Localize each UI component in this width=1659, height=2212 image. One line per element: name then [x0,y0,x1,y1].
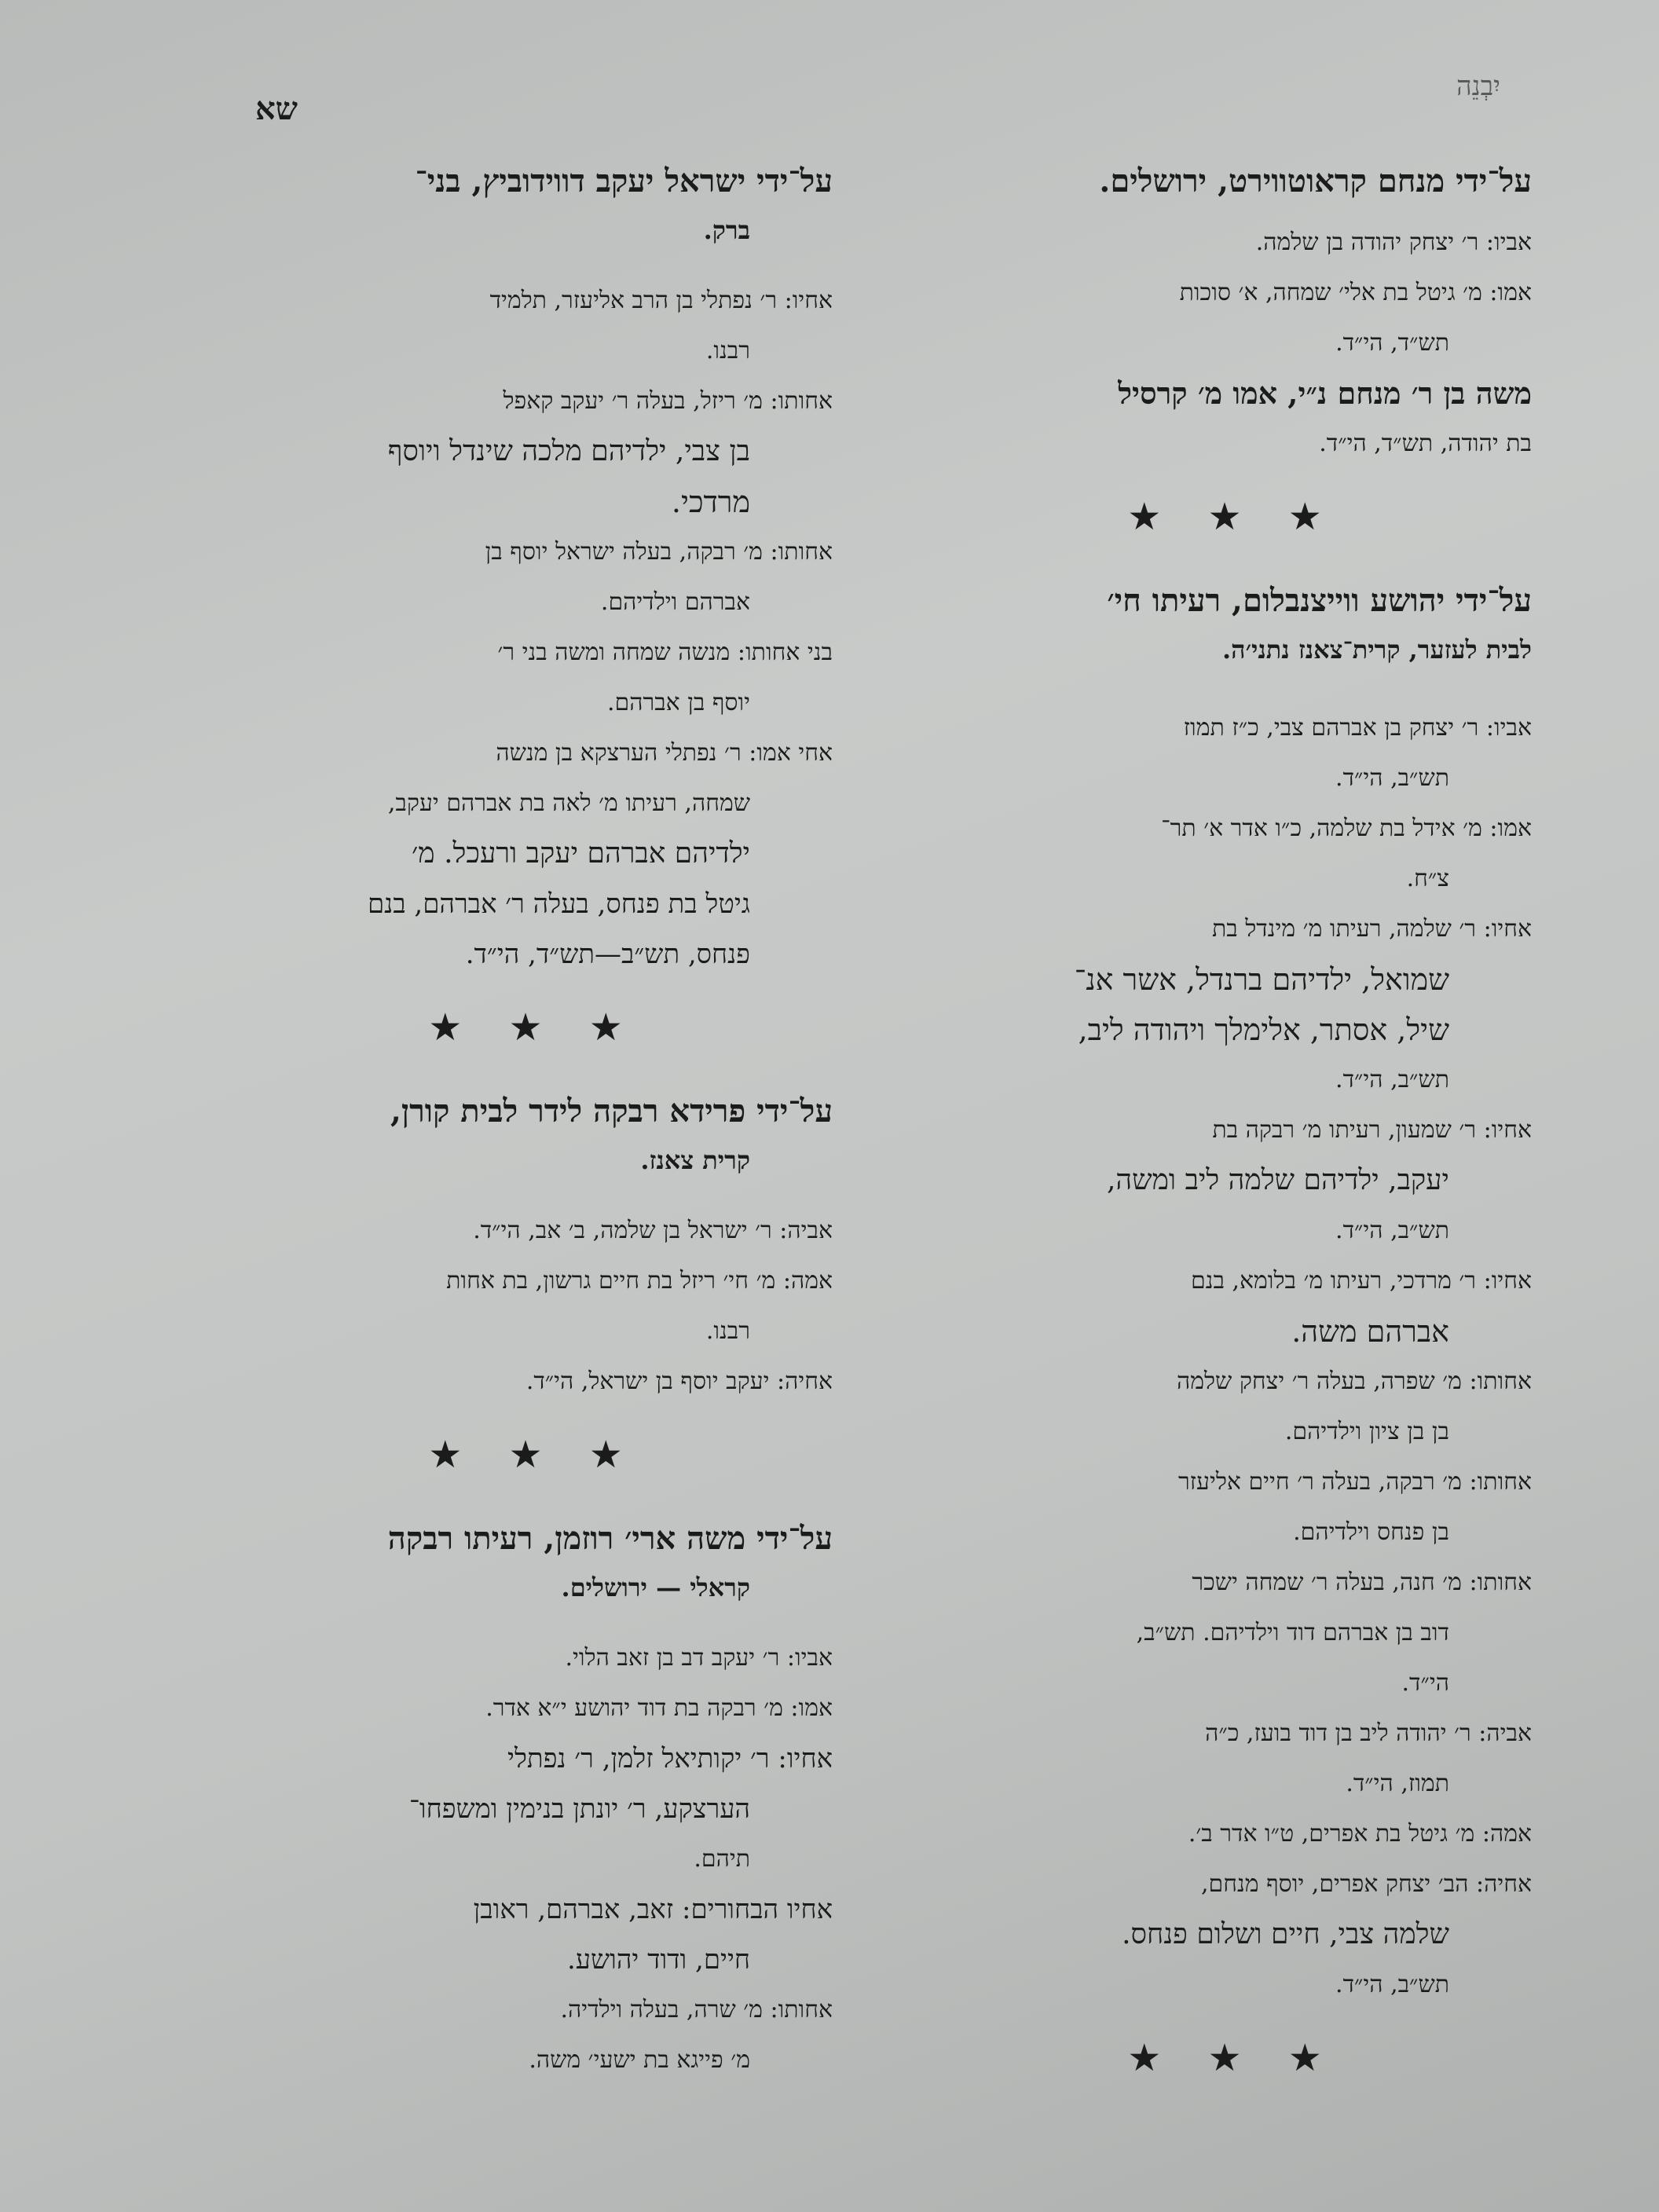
entry-line: אחותו: מ׳ שפרה, בעלה ר׳ יצחק שלמה [1176,1368,1532,1395]
left-column [236,157,833,2088]
entry-line: תש״ב, הי״ד. [1335,1971,1449,1998]
entry-line: פנחס, תש״ב—תש״ד, הי״ד. [465,939,750,970]
entry-subheading: ברק. [703,215,750,245]
entry-line: שיל, אסתר, אלימלך ויהודה ליב, [1078,1013,1449,1047]
entry-line: אמו: מ׳ רבקה בת דוד יהושע י״א אדר. [485,1694,833,1722]
section-divider-stars: ★ ★ ★ [428,1005,640,1049]
entry-line: אביה: ר׳ יהודה ליב בן דוד בועז, כ״ה [1205,1719,1532,1747]
entry-line: אמה: מ׳ גיטל בת אפרים, ט״ו אדר ב׳. [1188,1820,1532,1848]
entry-subheading: לבית לעזער, קרית־צאנז נתני׳ה. [1222,635,1532,665]
entry-line: אביה: ר׳ ישראל בן שלמה, ב׳ אב, הי״ד. [473,1217,833,1244]
entry-line: משה בן ר׳ מנחם נ״י, אמו מ׳ קרסיל [1118,375,1532,411]
section-divider-stars: ★ ★ ★ [428,1433,640,1477]
entry-subheading: קראלי — ירושלים. [561,1573,750,1602]
entry-line: אחיו: ר׳ מרדכי, רעיתו מ׳ בלומא, בנם [1191,1267,1532,1295]
entry-line: אחיה: יעקב יוסף בן ישראל, הי״ד. [526,1368,833,1395]
entry-line: אחותו: מ׳ רבקה, בעלה ישראל יוסף בן [485,538,833,566]
entry-line: אחיה: הב׳ יצחק אפרים, יוסף מנחם, [1201,1870,1532,1898]
entry-line: אמו: מ׳ אידל בת שלמה, כ״ו אדר א׳ תר־ [1161,815,1532,842]
entry-line: גיטל בת פנחס, בעלה ר׳ אברהם, בנם [367,888,750,920]
entry-line: אמו: מ׳ גיטל בת אלי׳ שמחה, א׳ סוכות [1179,279,1532,306]
entry-heading: על־ידי יהושע ווייצנבלום, רעיתו חי׳ [1107,582,1532,619]
entry-line: מרדכי. [671,485,750,519]
entry-line: אביו: ר׳ יצחק יהודה בן שלמה. [1255,229,1532,256]
entry-line: אחי אמו: ר׳ נפתלי הערצקא בן מנשה [496,739,833,767]
section-divider-stars: ★ ★ ★ [1127,2036,1339,2080]
entry-line: יעקב, ילדיהם שלמה ליב ומשה, [1106,1164,1449,1196]
entry-line: בן בן ציון וילדיהם. [1284,1418,1449,1445]
entry-line: מ׳ פייגא בת ישעי׳ משה. [529,2046,750,2074]
entry-heading: על־ידי מנחם קראוטווירט, ירושלים. [1099,163,1532,200]
entry-line: אביו: ר׳ יצחק בן אברהם צבי, כ״ז תמוז [1183,714,1532,742]
entry-line: שמחה, רעיתו מ׳ לאה בת אברהם יעקב, [387,789,750,817]
entry-line: אברהם וילדיהם. [600,588,750,616]
entry-line: יוסף בן אברהם. [606,689,750,716]
entry-line: רבנו. [705,337,750,364]
entry-heading: על־ידי משה ארי׳ רוזמן, רעיתו רבקה [387,1520,833,1557]
entry-line: תמוז, הי״ד. [1346,1770,1449,1797]
right-column [935,157,1532,2118]
entry-line: הי״ד. [1401,1669,1449,1697]
entry-heading: על־ידי פרידא רבקה לידר לבית קורן, [390,1093,833,1130]
entry-line: תיהם. [694,1845,750,1873]
entry-heading: על־ידי ישראל יעקב דווידוביץ, בני־ [415,163,833,200]
entry-line: תש״ד, הי״ד. [1335,329,1449,357]
entry-line: אחותו: מ׳ רבקה, בעלה ר׳ חיים אליעזר [1177,1468,1532,1496]
entry-line: תש״ב, הי״ד. [1335,764,1449,792]
entry-line: אמה: מ׳ חי׳ ריזל בת חיים גרשון, בת אחות [446,1267,833,1295]
entry-line: שמואל, ילדיהם ברנדל, אשר אנ־ [1074,962,1449,997]
entry-line: אחיו: ר׳ נפתלי בן הרב אליעזר, תלמיד [489,287,833,314]
entry-line: אחיו הבחורים: זאב, אברהם, ראובן [473,1894,833,1925]
entry-line: חיים, ודוד יהושע. [567,1944,750,1976]
entry-line: בת יהודה, תש״ד, הי״ד. [1319,430,1532,457]
entry-line: אביו: ר׳ יעקב דב בן זאב הלוי. [565,1644,833,1672]
entry-line: אחותו: מ׳ ריזל, בעלה ר׳ יעקב קאפל [503,387,833,415]
entry-line: רבנו. [705,1317,750,1345]
entry-line: דוב בן אברהם דוד וילדיהם. תש״ב, [1136,1619,1449,1646]
entry-line: אחותו: מ׳ שרה, בעלה וילדיה. [560,1996,833,2023]
entry-line: אחותו: מ׳ חנה, בעלה ר׳ שמחה ישכר [1192,1569,1532,1596]
corner-stamp: יִבְנֵה [1456,71,1500,102]
entry-subheading: קרית צאנז. [640,1145,750,1175]
page-number: שא [255,90,298,127]
entry-line: תש״ב, הי״ד. [1335,1217,1449,1244]
entry-line: אחיו: ר׳ יקותיאל זלמן, ר׳ נפתלי [507,1743,833,1774]
entry-line: אחיו: ר׳ שמעון, רעיתו מ׳ רבקה בת [1212,1116,1532,1144]
entry-line: הערצקע, ר׳ יונתן בנימין ומשפחו־ [408,1793,750,1825]
section-divider-stars: ★ ★ ★ [1127,495,1339,539]
document-page [212,71,1532,2168]
entry-line: תש״ב, הי״ד. [1335,1066,1449,1093]
entry-line: אברהם משה. [1291,1314,1449,1349]
entry-line: בן צבי, ילדיהם מלכה שינדל ויוסף [387,435,750,467]
entry-line: בן פנחס וילדיהם. [1293,1518,1449,1546]
entry-line: ילדיהם אברהם יעקב ורעכל. מ׳ [411,837,750,870]
entry-line: שלמה צבי, חיים ושלום פנחס. [1122,1918,1449,1950]
entry-line: צ״ח. [1406,865,1449,892]
entry-line: בני אחותו: מנשה שמחה ומשה בני ר׳ [497,639,833,666]
entry-line: אחיו: ר׳ שלמה, רעיתו מ׳ מינדל בת [1211,915,1532,943]
